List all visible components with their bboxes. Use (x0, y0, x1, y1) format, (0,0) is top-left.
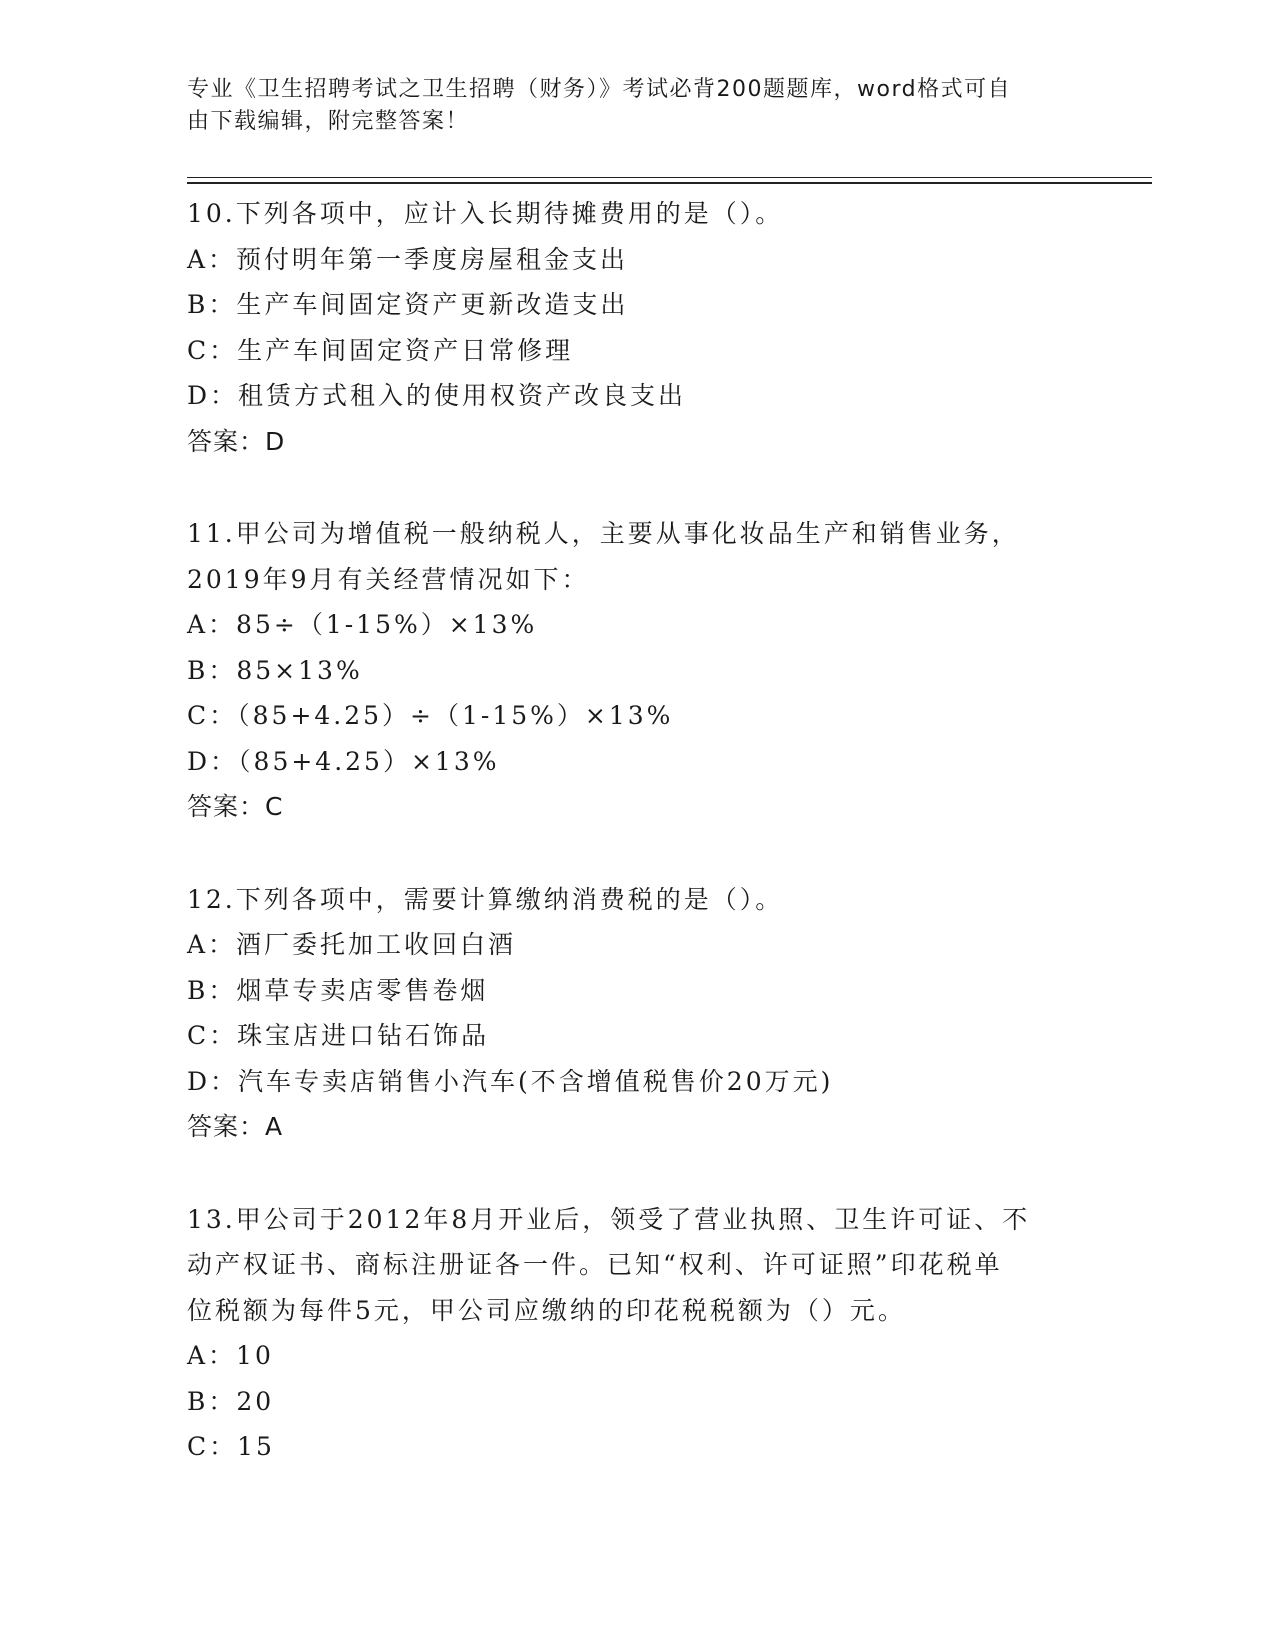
option-b: B：生产车间固定资产更新改造支出 (187, 290, 629, 319)
header-divider-thin (187, 177, 1152, 178)
option-d: D：（85+4.25）×13% (187, 746, 500, 776)
option-d: D：汽车专卖店销售小汽车(不含增值税售价20万元) (187, 1066, 834, 1096)
answer-label: 答案：D (187, 426, 286, 456)
question-stem: 2019年9月有关经营情况如下： (187, 564, 590, 594)
question-stem: 位税额为每件5元，甲公司应缴纳的印花税税额为（）元。 (187, 1295, 906, 1325)
header-divider-thick (187, 182, 1152, 184)
option-c: C：（85+4.25）÷（1-15%）×13% (187, 701, 674, 730)
question-13 (187, 1197, 1067, 1470)
option-b: B：20 (187, 1386, 275, 1416)
question-12 (187, 877, 1067, 1150)
option-c: C：生产车间固定资产日常修理 (187, 335, 574, 365)
option-a: A：酒厂委托加工收回白酒 (187, 930, 517, 959)
option-c: C：15 (187, 1432, 275, 1461)
option-c: C：珠宝店进口钻石饰品 (187, 1021, 490, 1050)
option-d: D：租赁方式租入的使用权资产改良支出 (187, 381, 687, 410)
question-stem: 11.甲公司为增值税一般纳税人，主要从事化妆品生产和销售业务， (187, 519, 1020, 548)
question-11 (187, 511, 1067, 830)
question-list (187, 191, 1067, 1517)
question-stem: 13.甲公司于2012年8月开业后，领受了营业执照、卫生许可证、不 (187, 1204, 1031, 1234)
option-b: B：85×13% (187, 655, 363, 685)
question-stem: 12.下列各项中，需要计算缴纳消费税的是（）。 (187, 884, 784, 914)
option-a: A：85÷（1-15%）×13% (187, 610, 538, 639)
document-header (187, 74, 1067, 138)
question-10 (187, 191, 1067, 464)
question-stem: 10.下列各项中，应计入长期待摊费用的是（）。 (187, 199, 784, 228)
option-a: A：预付明年第一季度房屋租金支出 (187, 244, 629, 274)
question-stem: 动产权证书、商标注册证各一件。已知“权利、许可证照”印花税单 (187, 1250, 1003, 1279)
option-b: B：烟草专卖店零售卷烟 (187, 975, 489, 1005)
header-line: 专业《卫生招聘考试之卫生招聘（财务）》考试必背200题题库，word格式可自 (187, 77, 1012, 102)
answer-label: 答案：C (187, 792, 284, 821)
answer-label: 答案：A (187, 1112, 284, 1141)
option-a: A：10 (187, 1341, 274, 1370)
header-line: 由下载编辑，附完整答案！ (187, 109, 470, 134)
